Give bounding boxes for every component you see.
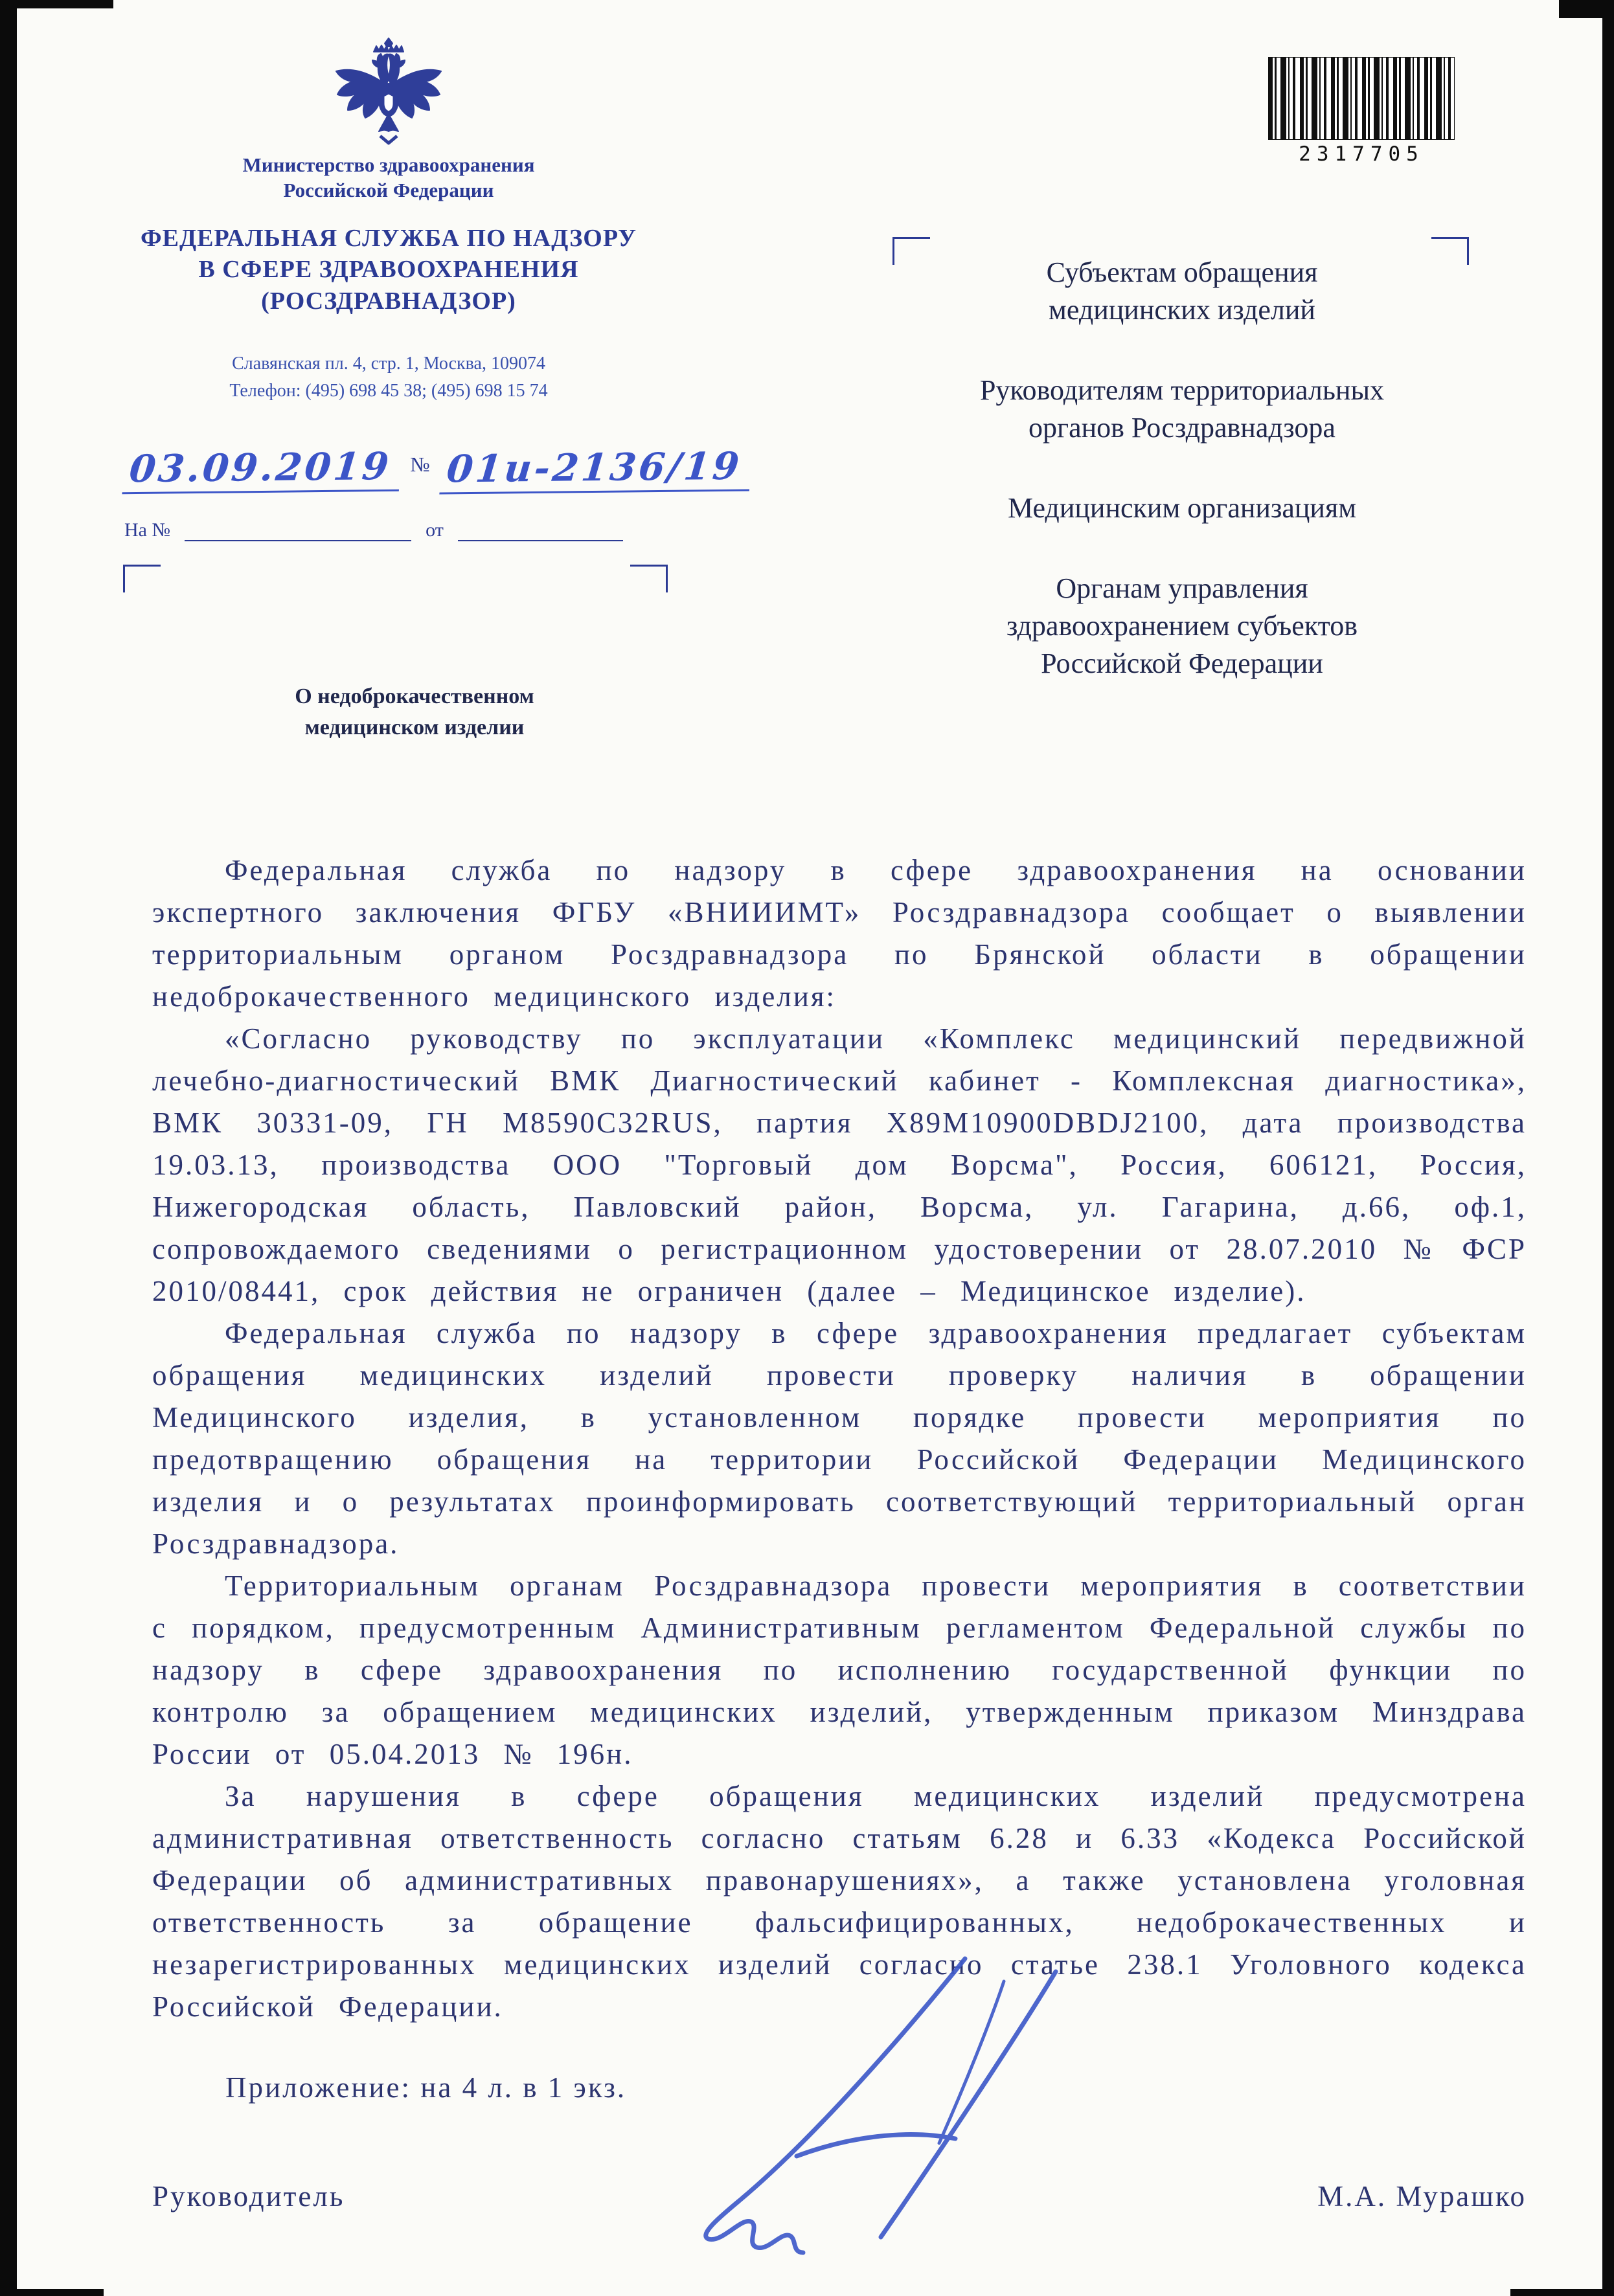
barcode-bars-icon	[1268, 57, 1455, 140]
ministry-name-line2: Российской Федерации	[283, 178, 494, 201]
corner-mark	[630, 565, 668, 592]
agency-name-line1: ФЕДЕРАЛЬНАЯ СЛУЖБА ПО НАДЗОРУ	[141, 224, 637, 252]
barcode	[1268, 57, 1455, 166]
ministry-name	[97, 153, 680, 203]
body-paragraph: Федеральная служба по надзору в сфере здравоохранения на основании экспертного заключения ФГБУ «ВНИИИМТ» Росздравнадзора сообщает о выявлении территориальным органом Росздравнадзора по Брянской области в обращении недоброкачественного медицинского изделия:	[152, 854, 1527, 1013]
document-date-handwritten: 03.09.2019	[122, 444, 404, 494]
agency-name	[97, 223, 680, 317]
body-paragraph: «Согласно руководству по эксплуатации «Комплекс медицинский передвижной лечебно-диагностический ВМК Диагностический кабинет - Комплексная диагностика», ВМК 30331-09, ГН M8590C32RUS, партия X89M10900DBDJ2100, дата производства 19.03.13, производства ООО "Торговый дом Ворсма", Россия, 606121, Россия, Нижегородская область, Павловский район, Ворсма, ул. Гагарина, д.66, оф.1, сопровождаемого сведениями о регистрационном удостоверении от 28.07.2010 № ФСР 2010/08441, срок действия не ограничен (далее – Медицинское изделие).	[152, 1022, 1527, 1307]
signer-name: М.А. Мурашко	[1317, 2180, 1527, 2212]
letterhead-contacts	[97, 350, 680, 405]
corner-mark	[123, 565, 161, 592]
date-number-row	[124, 444, 744, 493]
agency-name-line3: (РОСЗДРАВНАДЗОР)	[261, 287, 516, 315]
signature-block	[152, 2179, 1527, 2213]
recipient-item: Органам управления здравоохранением субъектов Российской Федерации	[1006, 572, 1358, 679]
signature	[602, 1942, 1120, 2279]
subject-line: О недоброкачественном медицинском изделии	[295, 684, 534, 739]
reference-date-blank	[458, 521, 623, 541]
scan-edge-bottom-right	[1510, 2289, 1614, 2296]
scan-edge-left	[0, 0, 17, 2296]
scan-edge-top-left	[0, 0, 113, 8]
recipient-item: Руководителям территориальных органов Росздравнадзора	[979, 374, 1385, 444]
number-sign: №	[410, 453, 430, 476]
corner-mark	[1431, 237, 1469, 265]
recipient-item: Субъектам обращения медицинских изделий	[1046, 256, 1318, 326]
recipient-item: Медицинским организациям	[1007, 492, 1357, 524]
barcode-number: 2317705	[1299, 142, 1424, 166]
document-number-handwritten: 01и-2136/19	[439, 444, 754, 494]
signer-title: Руководитель	[152, 2180, 345, 2212]
recipients-block	[975, 254, 1389, 725]
scan-edge-top-right	[1559, 0, 1614, 18]
body-paragraph: За нарушения в сфере обращения медицинских изделий предусмотрена административная ответственность согласно статьям 6.28 и 6.33 «Кодекса Российской Федерации об административных правонарушениях», а также установлена уголовная ответственность за обращение фальсифицированных, недоброкачественных и незарегистрированных медицинских изделий согласно статье 238.1 Уголовного кодекса Российской Федерации.	[152, 1780, 1527, 2023]
letterhead-address: Славянская пл. 4, стр. 1, Москва, 109074	[232, 354, 545, 374]
russia-coat-of-arms-icon	[97, 38, 680, 148]
letterhead-phone: Телефон: (495) 698 45 38; (495) 698 15 74	[229, 381, 548, 401]
scan-edge-bottom-left	[0, 2289, 104, 2296]
reference-label: На №	[124, 519, 171, 541]
body-paragraph: Территориальным органам Росздравнадзора провести мероприятия в соответствии с порядком, предусмотренным Административным регламентом Федеральной службы по надзору в сфере здравоохранения по исполнению государственной функции по контролю за обращением медицинских изделий, утвержденным приказом Минздрава России от 05.04.2013 № 196н.	[152, 1570, 1527, 1770]
scan-edge-right	[1602, 0, 1614, 2296]
reference-number-blank	[185, 521, 411, 541]
attachment-note: Приложение: на 4 л. в 1 экз.	[225, 2071, 627, 2104]
letter-body	[152, 850, 1527, 2028]
reference-line	[124, 519, 637, 541]
letterhead	[97, 38, 680, 405]
reference-from-label: от	[426, 519, 444, 541]
corner-mark	[892, 237, 930, 265]
agency-name-line2: В СФЕРЕ ЗДРАВООХРАНЕНИЯ	[198, 256, 579, 284]
ministry-name-line1: Министерство здравоохранения	[242, 153, 535, 176]
body-paragraph: Федеральная служба по надзору в сфере здравоохранения предлагает субъектам обращения медицинских изделий провести проверку наличия в обращении Медицинского изделия, в установленном порядке провести мероприятия по предотвращению обращения на территории Российской Федерации Медицинского изделия и о результатах проинформировать соответствующий территориальный орган Росздравнадзора.	[152, 1317, 1527, 1560]
